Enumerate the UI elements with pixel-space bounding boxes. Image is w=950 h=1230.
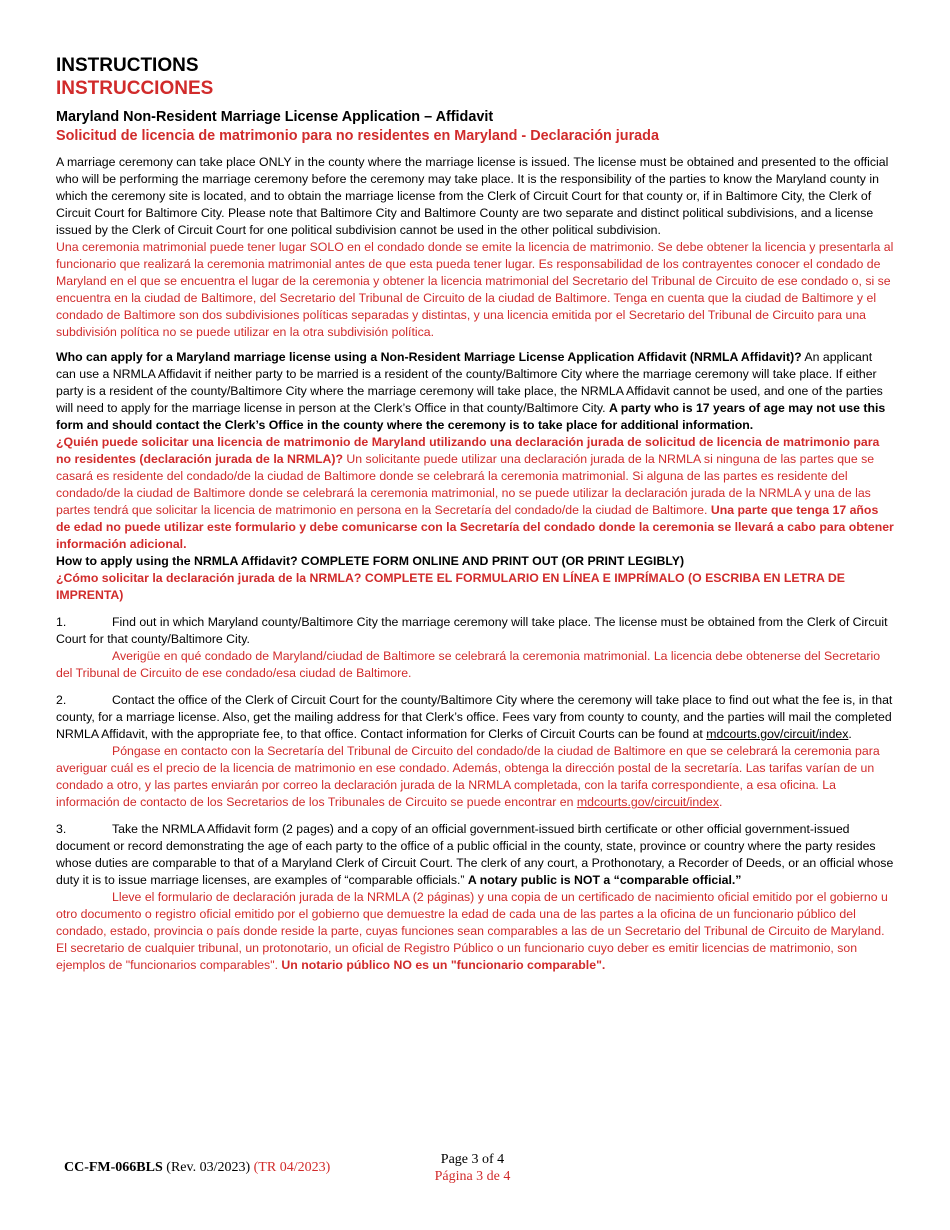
intro-paragraph-es: Una ceremonia matrimonial puede tener lugar SOLO en el condado donde se emite la licencia de matrimonio. Se debe obtener la licencia y presentarla al funcionario que realizará la ceremonia matrimonial antes de que esta pueda tener lugar. Es responsabilidad de los contrayentes conocer el condado de Maryland en el que se encuentra el lugar de la ceremonia y obtener la licencia matrimonial del Secretario del Tribunal de Circuito de ese condado o, si se encuentra en la ciudad de Baltimore, del Secretario del Tribunal de Circuito de la ciudad de Baltimore. Tenga en cuenta que la ciudad de Baltimore y el condado de Baltimore son dos subdivisiones políticas separadas y distintas, y una licencia emitida por el Secretario del Tribunal de Circuito para una subdivisión política no se puede utilizar en la otra subdivisión política.: [56, 240, 894, 339]
heading-en: INSTRUCTIONS: [56, 55, 199, 76]
page-number-en: Page 3 of 4: [440, 1152, 505, 1167]
who-body-es: Un solicitante puede utilizar una declaración jurada de la NRMLA si ninguna de las partes que se casará es residente del condado/de la ciudad de Baltimore donde se celebrará la ceremonia matrimonial. Si alguna de las partes es residente del condado/de la ciudad de Baltimore donde se celebrará la ceremonia matrimonial, no se puede utilizar la declaración jurada de la NRMLA y una de las partes tendrá que solicitar la licencia de matrimonio en persona en la Secretaría del condado/de la ciudad de Baltimore.: [56, 452, 875, 517]
notary-note-en: A notary public is NOT a “comparable official.”: [467, 873, 742, 887]
step-1-en: 1. Find out in which Maryland county/Baltimore City the marriage ceremony will take place. The license must be obtained from the Clerk of Circuit Court for that county/Baltimore City.: [56, 615, 888, 646]
form-id: CC-FM-066BLS: [64, 1160, 163, 1175]
translation-date: (TR 04/2023): [253, 1160, 331, 1175]
document-page: [56, 54, 894, 974]
page-number: [400, 1151, 545, 1185]
step-3-es: Lleve el formulario de declaración jurada de la NRMLA (2 páginas) y una copia de un certificado de nacimiento oficial emitido por el gobierno u otro documento o registro oficial emitido por el gobierno que demuestre la edad de cada una de las partes a la oficina de un funcionario público del condado, estado, provincia o país donde reside la parte, cuyas funciones sean comparables a las de un Secretario del Tribunal de Circuito de Maryland. El secretario de cualquier tribunal, un protonotario, un oficial de Registro Público o un funcionario cuyo deber es emitir licencias de matrimonio, son ejemplos de "funcionarios comparables". Un notario público NO es un "funcionario comparable".: [56, 890, 888, 972]
step-number: 2.: [56, 693, 67, 707]
step-2-es: Póngase en contacto con la Secretaría del Tribunal de Circuito del condado/de la ciudad de Baltimore en que se celebrará la ceremonia para averiguar cuál es el precio de la licencia de matrimonio en ese condado. Además, obtenga la dirección postal de la secretaría. Las tarifas varían de un condado a otro, y las partes enviarán por correo la declaración jurada de la NRMLA completada, con la tarifa correspondiente, a esa oficina. La información de contacto de los Secretarios de los Tribunales de Circuito se puede encontrar en mdcourts.gov/circuit/index.: [56, 744, 880, 809]
step-number: 3.: [56, 822, 67, 836]
who-body-en: An applicant can use a NRMLA Affidavit if neither party to be married is a resident of the county/Baltimore City where the marriage ceremony will take place. If either party is a resident of the county/Baltimore City where the marriage ceremony will take place, the NRMLA Affidavit cannot be used, and one of the parties will need to apply for the marriage license in person at the Clerk’s Office in that county/Baltimore City.: [56, 350, 883, 415]
notary-note-es: Un notario público NO es un "funcionario comparable".: [281, 958, 606, 972]
form-title-es: Solicitud de licencia de matrimonio para no residentes en Maryland - Declaración jurada: [56, 128, 659, 144]
how-heading-es: ¿Cómo solicitar la declaración jurada de la NRMLA? COMPLETE EL FORMULARIO EN LÍNEA E IMPRÍMALO (O ESCRIBA EN LETRA DE IMPRENTA): [56, 571, 845, 602]
circuit-courts-link-es[interactable]: mdcourts.gov/circuit/index: [576, 795, 720, 809]
who-section: [56, 349, 894, 604]
how-heading-en: How to apply using the NRMLA Affidavit? COMPLETE FORM ONLINE AND PRINT OUT (OR PRINT LEGIBLY): [56, 554, 685, 568]
step-1: [56, 614, 894, 682]
who-paragraph-en: [56, 349, 894, 434]
who-question-en: Who can apply for a Maryland marriage license using a Non-Resident Marriage License Application Affidavit (NRMLA Affidavit)?: [56, 350, 802, 364]
revision-date: (Rev. 03/2023): [162, 1160, 254, 1175]
step-number: 1.: [56, 615, 67, 629]
step-1-es: Averigüe en qué condado de Maryland/ciudad de Baltimore se celebrará la ceremonia matrimonial. La licencia debe obtenerse del Secretario del Tribunal de Circuito de ese condado/esa ciudad de Baltimore.: [56, 649, 881, 680]
intro-paragraph-en: A marriage ceremony can take place ONLY in the county where the marriage license is issued. The license must be obtained and presented to the official who will be performing the marriage ceremony before the ceremony may take place. It is the responsibility of the parties to know the Maryland county in which the ceremony site is located, and to obtain the marriage license from the Clerk of Circuit Court for that county or, if in Baltimore City, the Clerk of Circuit Court for Baltimore City. Please note that Baltimore City and Baltimore County are two separate and distinct political subdivisions, and a license issued by the Clerk of Circuit Court for one political subdivision cannot be used in the other political subdivision.: [56, 155, 889, 237]
who-question-es: ¿Quién puede solicitar una licencia de matrimonio de Maryland utilizando una declaración jurada de solicitud de licencia de matrimonio para no residentes (declaración jurada de la NRMLA)?: [56, 435, 880, 466]
step-2: [56, 692, 894, 811]
form-title-en: Maryland Non-Resident Marriage License Application – Affidavit: [56, 109, 494, 125]
heading-es: INSTRUCCIONES: [56, 78, 214, 99]
who-age-note-en: A party who is 17 years of age may not use this form and should contact the Clerk’s Office in the county where the ceremony is to take place for additional information.: [56, 401, 886, 432]
step-2-en: 2. Contact the office of the Clerk of Circuit Court for the county/Baltimore City where the ceremony will take place to find out what the fee is, in that county, for a marriage license. Also, get the mailing address for that Clerk’s office. Fees vary from county to county, and the parties will mail the completed NRMLA Affidavit, with the appropriate fee, to that office. Contact information for Clerks of Circuit Courts can be found at mdcourts.gov/circuit/index.: [56, 693, 893, 741]
who-paragraph-es: [56, 434, 894, 553]
circuit-courts-link-en[interactable]: mdcourts.gov/circuit/index: [706, 727, 849, 741]
page-number-es: Página 3 de 4: [434, 1169, 511, 1184]
form-revision-footer: [64, 1159, 330, 1176]
step-3: [56, 821, 894, 974]
intro-section: [56, 154, 894, 341]
who-age-note-es: Una parte que tenga 17 años de edad no puede utilizar este formulario y debe comunicarse con la Secretaría del condado donde la ceremonia se llevará a cabo para obtener información adicional.: [56, 503, 894, 551]
step-3-en: 3. Take the NRMLA Affidavit form (2 pages) and a copy of an official government-issued birth certificate or other official government-issued document or record demonstrating the age of each party to the office of a public official in the county, state, province or country where the party resides whose duties are comparable to that of a Maryland Clerk of Circuit Court. The clerk of any court, a Prothonotary, a Recorder of Deeds, or an official whose duty it is to issue marriage licenses, are examples of “comparable officials.” A notary public is NOT a “comparable official.”: [56, 822, 894, 887]
